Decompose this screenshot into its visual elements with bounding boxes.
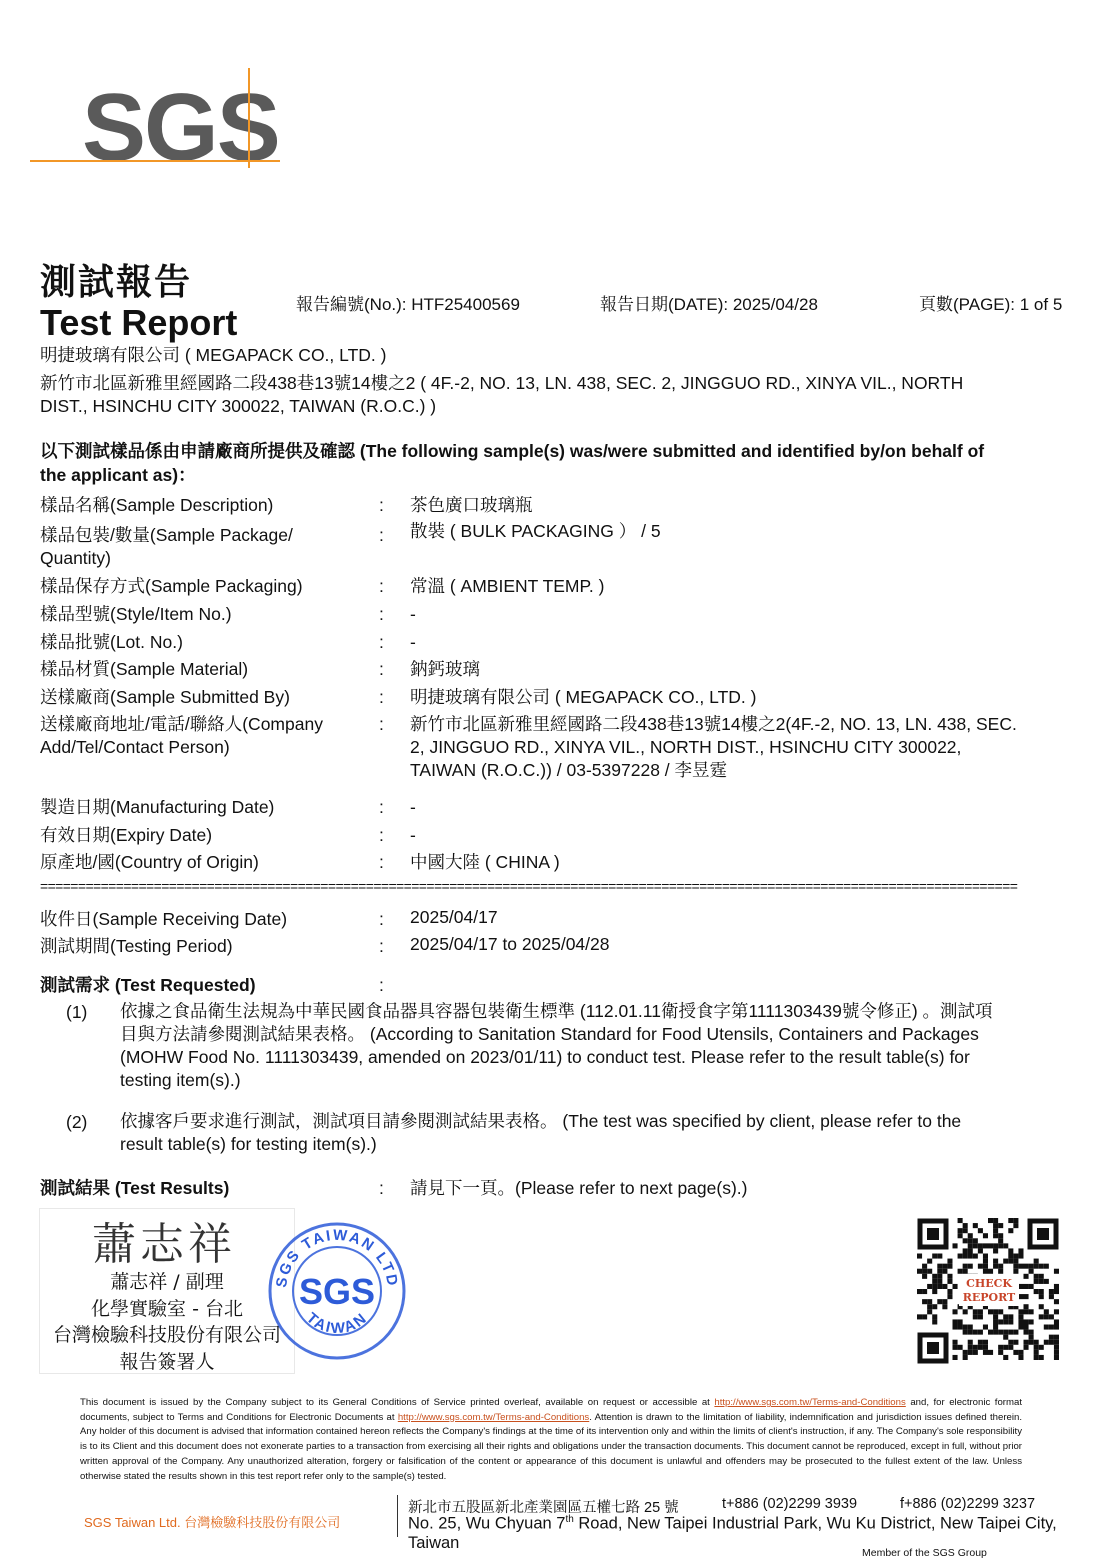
field-label: 有效日期(Expiry Date) xyxy=(40,825,213,845)
field-value: 常溫 ( AMBIENT TEMP. ) xyxy=(410,576,605,596)
footer-member-note: Member of the SGS Group xyxy=(862,1547,987,1559)
field-value: 中國大陸 ( CHINA ) xyxy=(410,852,560,872)
field-colon: : xyxy=(379,632,384,652)
svg-text:SGS TAIWAN LTD: SGS TAIWAN LTD xyxy=(272,1226,402,1289)
applicant-address-line2: DIST., HSINCHU CITY 300022, TAIWAN (R.O.C.) ) xyxy=(40,396,437,416)
page-number: 頁數(PAGE): 1 of 5 xyxy=(919,295,1063,314)
field-value: 明捷玻璃有限公司 ( MEGAPACK CO., LTD. ) xyxy=(410,687,757,707)
field-value: 鈉鈣玻璃 xyxy=(410,659,480,679)
intro-line2: the applicant as)： xyxy=(40,465,196,485)
field-colon: : xyxy=(379,604,384,624)
field-label: 樣品材質(Sample Material) xyxy=(40,659,249,679)
field-colon: : xyxy=(379,495,384,515)
sgs-logo xyxy=(30,68,280,170)
field-label: 測試期間(Testing Period) xyxy=(40,936,233,956)
field-label: 測試結果 (Test Results) xyxy=(40,1178,230,1198)
field-colon: : xyxy=(379,975,384,995)
field-label: 原產地/國(Country of Origin) xyxy=(40,852,259,872)
field-value: - xyxy=(410,797,416,817)
field-label: 樣品名稱(Sample Description) xyxy=(40,495,274,515)
svg-text:TAIWAN: TAIWAN xyxy=(303,1309,371,1338)
separator-line: ================================================================================================================================= xyxy=(40,880,1018,892)
svg-text:CHECK: CHECK xyxy=(966,1277,1012,1290)
applicant-name: 明捷玻璃有限公司 ( MEGAPACK CO., LTD. ) xyxy=(40,345,387,365)
requested-item2-text: 依據客戶要求進行測試，測試項目請參閱測試結果表格。 (The test was specified by client, please refer to the result table(s) for testing item(s).) xyxy=(120,1111,962,1154)
field-colon: : xyxy=(379,576,384,596)
footer-fax: f+886 (02)2299 3237 xyxy=(900,1496,1036,1512)
signatory-lab: 化學實驗室 - 台北 xyxy=(91,1298,243,1320)
field-value: 茶色廣口玻璃瓶 xyxy=(410,495,533,515)
field-value: 請見下一頁。(Please refer to next page(s).) xyxy=(410,1178,748,1198)
field-colon: : xyxy=(379,659,384,679)
field-value: - xyxy=(410,825,416,845)
svg-text:SGS: SGS xyxy=(298,1271,376,1312)
field-label: 送樣廠商(Sample Submitted By) xyxy=(40,687,290,707)
svg-text:SGS: SGS xyxy=(82,74,279,170)
field-value: 散裝 ( BULK PACKAGING ） / 5 xyxy=(410,521,661,541)
field-label: 樣品批號(Lot. No.) xyxy=(40,632,183,652)
report-date: 報告日期(DATE): 2025/04/28 xyxy=(600,295,818,314)
requested-item1-number: (1) xyxy=(66,1002,88,1022)
signatory-name-title: 蕭志祥 / 副理 xyxy=(110,1271,224,1293)
field-colon: : xyxy=(379,1178,384,1198)
signatory-company: 台灣檢驗科技股份有限公司 xyxy=(52,1324,281,1346)
field-colon: : xyxy=(379,797,384,817)
field-colon: : xyxy=(379,714,384,734)
applicant-address-line1: 新竹市北區新雅里經國路二段438巷13號14樓之2 ( 4F.-2, NO. 13, LN. 438, SEC. 2, JINGGUO RD., XINYA VIL., NORTH xyxy=(40,373,964,393)
qr-code[interactable] xyxy=(917,1218,1059,1364)
footer-divider xyxy=(397,1495,398,1537)
field-label: 樣品保存方式(Sample Packaging) xyxy=(40,576,303,596)
handwritten-signature: 蕭志祥 xyxy=(92,1219,236,1270)
field-label: 收件日(Sample Receiving Date) xyxy=(40,909,288,929)
field-colon: : xyxy=(379,852,384,872)
requested-item1-text: 依據之食品衛生法規為中華民國食品器具容器包裝衛生標準 (112.01.11衛授食字第1111303439號令修正) 。測試項 目與方法請參閱測試結果表格。 (According to Sanitation Standard for Food Utensils, Containers and Packages (MOHW Food No. 1111303439, amended on 2023/01/11) to conduct test. Please refer to the result table(s) for testing item(s).) xyxy=(120,1001,993,1090)
title-english: Test Report xyxy=(40,302,238,343)
terms-link[interactable]: http://www.sgs.com.tw/Terms-and-Conditions xyxy=(397,1411,590,1423)
title-chinese: 測試報告 xyxy=(40,262,193,303)
svg-text:REPORT: REPORT xyxy=(962,1291,1016,1304)
field-colon: : xyxy=(379,909,384,929)
footer-telephone: t+886 (02)2299 3939 xyxy=(722,1496,858,1512)
footer-company: SGS Taiwan Ltd. 台灣檢驗科技股份有限公司 xyxy=(84,1515,341,1530)
field-label: 製造日期(Manufacturing Date) xyxy=(40,797,275,817)
intro-line1: 以下測試樣品係由申請廠商所提供及確認 (The following sample(s) was/were submitted and identified by/on behalf of xyxy=(40,441,985,461)
field-value: - xyxy=(410,632,416,652)
field-colon: : xyxy=(379,825,384,845)
field-colon: : xyxy=(379,936,384,956)
field-colon: : xyxy=(379,525,384,545)
field-value: 新竹市北區新雅里經國路二段438巷13號14樓之2(4F.-2, NO. 13, LN. 438, SEC. 2, JINGGUO RD., XINYA VIL., NORTH DIST., HSINCHU CITY 300022, TAIWAN (R.O.C.)) / 03-5397228 / 李昱霆 xyxy=(410,714,1017,780)
field-value: - xyxy=(410,604,416,624)
signatory-role: 報告簽署人 xyxy=(119,1351,215,1373)
footer-address-english: No. 25, Wu Chyuan 7th Road, New Taipei Industrial Park, Wu Ku District, New Taipei City, Taiwan xyxy=(408,1514,1057,1552)
field-colon: : xyxy=(379,687,384,707)
report-number: 報告編號(No.): HTF25400569 xyxy=(296,295,520,314)
field-value: 2025/04/17 xyxy=(410,907,498,927)
field-value: 2025/04/17 to 2025/04/28 xyxy=(410,934,610,954)
field-label: 樣品包裝/數量(Sample Package/ Quantity) xyxy=(40,525,293,568)
field-label: 送樣廠商地址/電話/聯絡人(Company Add/Tel/Contact Person) xyxy=(40,714,323,757)
requested-item2-number: (2) xyxy=(66,1112,88,1132)
field-label: 樣品型號(Style/Item No.) xyxy=(40,604,232,624)
footer-address-chinese: 新北市五股區新北產業園區五權七路 25 號 xyxy=(408,1500,679,1516)
field-label: 測試需求 (Test Requested) xyxy=(40,975,256,995)
terms-link[interactable]: http://www.sgs.com.tw/Terms-and-Conditions xyxy=(714,1397,906,1408)
legal-disclaimer: This document is issued by the Company subject to its General Conditions of Service printed overleaf, available on request or accessible at http://www.sgs.com.tw/Terms-and-Conditions and, for electronic format documents, subject to Terms and Conditions for Electronic Documents at http://www.sgs.com.tw/Terms-and-Conditions. Attention is drawn to the limitation of liability, indemnification and jurisdiction issues defined therein. Any holder of this document is advised that information contained hereon reflects the Company's findings at the time of its intervention only and within the limits of client's instruction, if any. The Company's sole responsibility is to its Client and this document does not exonerate parties to a transaction from exercising all their rights and obligations under the transaction documents. This document cannot be reproduced, except in full, without prior written approval of the Company. Any unauthorized alteration, forgery or falsification of the content or appearance of this document is unlawful and offenders may be prosecuted to the fullest extent of the law. Unless otherwise stated the results shown in this test report refer only to the sample(s) tested. xyxy=(80,1397,1022,1482)
sgs-taiwan-seal xyxy=(266,1220,408,1362)
